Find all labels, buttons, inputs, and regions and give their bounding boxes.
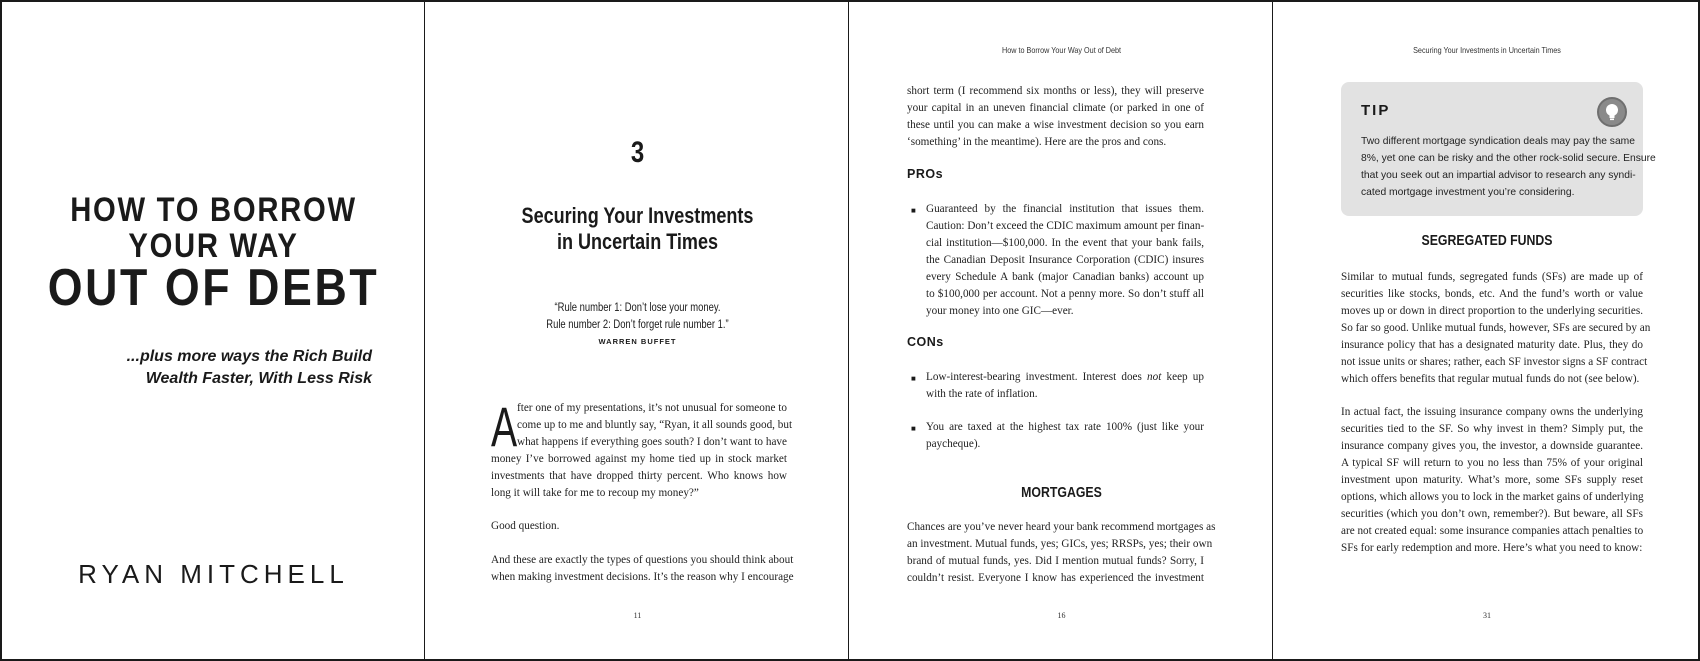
bullet-marker: ■ [911,374,916,383]
page-31 [1272,0,1700,661]
body-line: ‘something’ in the meantime). Here are the pros and cons. [907,136,1167,148]
body-line: investment upon maturity. What’s more, some SFs supply reset [1341,474,1643,486]
chapter-number: 3 [630,136,645,169]
emphasis-not: not [1147,371,1162,383]
body-line: securities like stocks, bonds, etc. And the fund’s worth or value [1341,288,1643,300]
cover-author: RYAN MITCHELL [78,559,349,589]
bullet-marker: ■ [911,424,916,433]
body-line: an investment. Mutual funds, yes; GICs, yes; RRSPs, yes; their own [907,538,1213,550]
body-line: the Canadian Deposit Insurance Corporation (CDIC) insures [926,254,1204,266]
chapter-title-line-1: Securing Your Investments [521,203,754,228]
page-number: 31 [1483,611,1491,620]
body-line: cial institution—$100,000. In the event that your bank fails, [926,237,1204,249]
body-line: are not created equal: some insurance companies attach penalties to [1341,525,1644,537]
body-line: A typical SF will return to you no less than 75% of your original [1341,457,1643,469]
running-head: How to Borrow Your Way Out of Debt [1002,45,1121,55]
body-line: investments that have dropped thirty percent. Who knows how [491,470,787,482]
cons-heading: CONs [907,335,944,349]
body-line: fter one of my presentations, it’s not unusual for someone to [517,402,787,414]
body-line: Chances are you’ve never heard your bank recommend mortgages as [907,521,1216,533]
tip-label: TIP [1361,102,1391,119]
body-line: not issue units or shares; rather, each SF investor signs a SF contract [1341,356,1648,368]
body-line: SFs for early redemption and more. Here’s what you need to know: [1341,542,1643,554]
body-line: when making investment decisions. It’s the reason why I encourage [491,571,794,583]
body-line: insurance company gives you, the investor, a downside guarantee. [1341,440,1643,452]
page-number: 11 [633,611,642,620]
body-line: every Schedule A bank (major Canadian banks) account up [926,271,1204,283]
epigraph-line-1: “Rule number 1: Don’t lose your money. [554,302,721,314]
body-line: which offers benefits that regular mutual funds do not (see below). [1341,373,1640,385]
tip-line: Two different mortgage syndication deals may pay the same [1361,136,1635,147]
body-line: couldn’t resist. Everyone I know has experienced the investment [907,572,1204,584]
body-line: these until you can make a wise investment decision so you earn [907,119,1204,131]
body-line: insurance policy that has a designated maturity date. Plus, they do [1341,339,1643,351]
tip-line: that you seek out an impartial advisor to research any syndi- [1361,170,1636,181]
bullet-marker: ■ [911,206,916,215]
cover-title-line-2: YOUR WAY [128,227,299,265]
pros-heading: PROs [907,167,944,181]
section-heading-segregated-funds: SEGREGATED FUNDS [1421,232,1553,249]
body-line: paycheque). [926,438,981,450]
body-line: money I’ve borrowed against my home tied up in stock market [491,453,787,465]
body-line: come up to me and bluntly say, “Ryan, it all sounds good, but [517,419,793,431]
body-line: Similar to mutual funds, segregated funds (SFs) are made up of [1341,271,1643,283]
body-line: In actual fact, the issuing insurance company owns the underlying [1341,406,1643,418]
body-line: And these are exactly the types of questions you should think about [491,554,794,566]
chapter-title-line-2: in Uncertain Times [556,229,719,254]
cover-title-line-1: HOW TO BORROW [70,191,357,229]
body-line: So far so good. Unlike mutual funds, however, SFs are secured by an [1341,322,1651,334]
page-number: 16 [1057,611,1066,620]
body-line: options, which allows you to lock in the market gains of underlying [1341,491,1644,503]
epigraph-line-2: Rule number 2: Don’t forget rule number 1.” [546,319,729,331]
tip-line: cated mortgage investment you’re considering. [1361,187,1575,198]
body-line: Low-interest-bearing investment. Interest does not keep up [926,371,1204,383]
cover-subtitle-line-2: Wealth Faster, With Less Risk [145,370,372,387]
body-line: your money into one GIC—ever. [926,305,1074,317]
page-16 [848,0,1273,661]
section-heading-mortgages: MORTGAGES [1021,484,1102,501]
body-line: to $100,000 per account. Not a penny more. So don’t stuff all [926,288,1204,300]
running-head: Securing Your Investments in Uncertain Times [1413,45,1561,55]
body-line: Guaranteed by the financial institution that issues them. [926,203,1204,215]
body-line: with the rate of inflation. [926,388,1038,400]
epigraph-attribution: WARREN BUFFET [598,337,677,346]
body-line: brand of mutual funds, yes. Did I mention mutual funds? Sorry, I [907,555,1204,567]
cover-title-line-3: OUT OF DEBT [47,259,380,317]
body-line: You are taxed at the highest tax rate 100% (just like your [926,421,1204,433]
body-line: securities tied to the SF. So why invest in them? Simply put, the [1341,423,1643,435]
drop-cap: A [491,395,518,458]
body-line: long it will take for me to recoup my money?” [491,487,699,499]
body-line: your capital in an uneven financial climate (or parked in one of [907,102,1204,114]
body-line: securities (which you don’t own, remember?). But beware, all SFs [1341,508,1643,520]
body-line: what happens if everything goes south? I don’t want to have [517,436,787,448]
cover-subtitle-line-1: ...plus more ways the Rich Build [126,348,372,365]
body-line: short term (I recommend six months or less), they will preserve [907,85,1204,97]
body-line: moves up or down in direct proportion to the underlying securities. [1341,305,1643,317]
cover-page [0,0,425,661]
tip-line: 8%, yet one can be risky and the other rock-solid secure. Ensure [1361,153,1656,164]
body-line: Good question. [491,520,560,532]
body-line: Caution: Don’t exceed the CDIC maximum amount per finan- [926,220,1205,232]
lightbulb-icon [1597,97,1627,127]
chapter-opener-page [424,0,849,661]
